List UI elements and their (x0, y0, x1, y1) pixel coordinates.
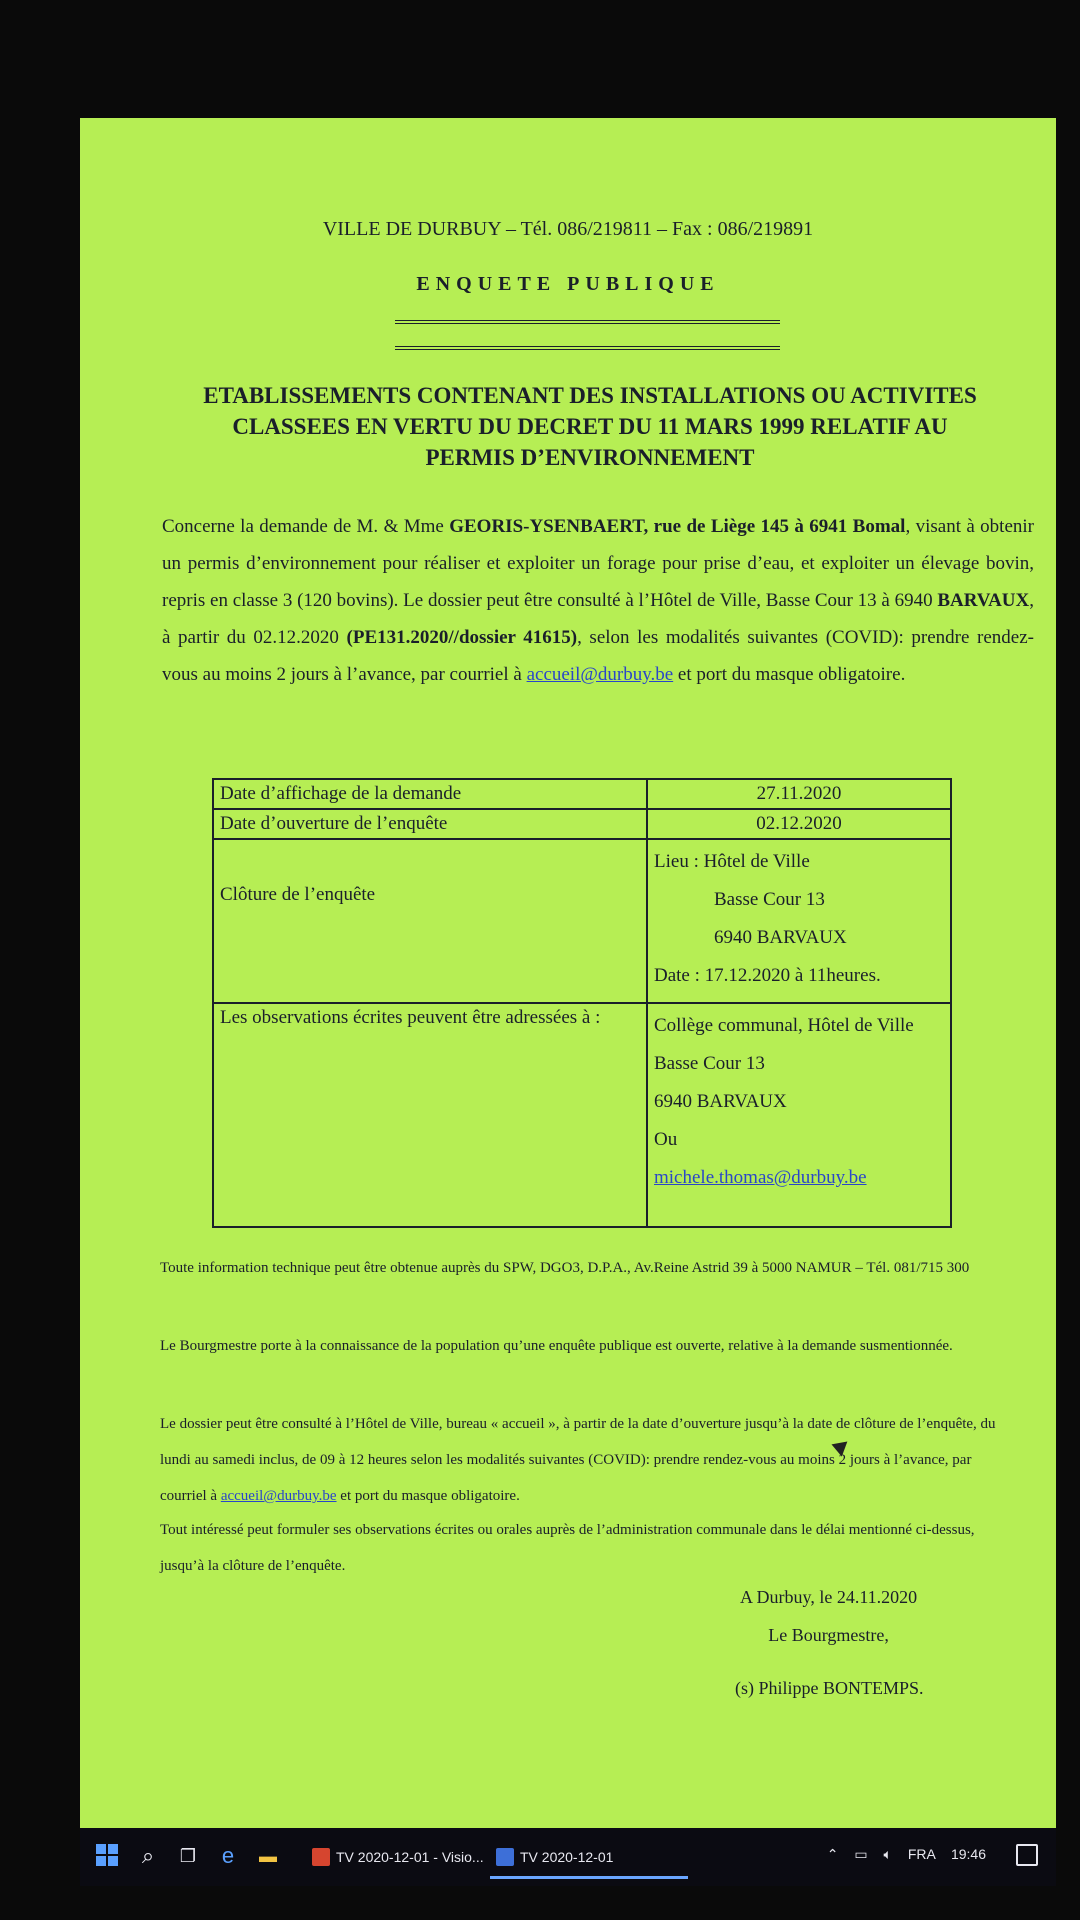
paragraph-text: et port du masque obligatoire. (336, 1488, 520, 1504)
signature-block (740, 1578, 917, 1654)
system-tray (815, 1846, 986, 1863)
cell-line: 6940 BARVAUX (714, 927, 847, 948)
email-link[interactable]: accueil@durbuy.be (526, 664, 674, 685)
word-icon (496, 1848, 514, 1866)
sign-name: (s) Philippe BONTEMPS. (735, 1678, 924, 1698)
cell-line: Ou (654, 1129, 678, 1150)
table-row (213, 809, 951, 839)
intro-text: Concerne la demande de M. & Mme (162, 516, 450, 537)
language-indicator[interactable]: FRA (907, 1846, 936, 1862)
app-label: TV 2020-12-01 - Visio... (336, 1849, 484, 1865)
tech-info: Toute information technique peut être obtenue auprès du SPW, DGO3, D.P.A., Av.Reine Astrid 39 à 5000 NAMUR – Tél. 081/715 300 (160, 1260, 970, 1276)
cell-line: 6940 BARVAUX (654, 1091, 787, 1112)
table-cell (647, 1003, 951, 1227)
table-cell: Les observations écrites peuvent être adressées à : (213, 1003, 647, 1227)
title-line: PERMIS D’ENVIRONNEMENT (425, 445, 755, 470)
battery-icon[interactable]: ▭ (854, 1846, 868, 1862)
double-rule (395, 320, 780, 350)
email-link[interactable]: michele.thomas@durbuy.be (654, 1167, 867, 1188)
cell-line: Lieu : Hôtel de Ville (654, 851, 810, 872)
subtitle: ENQUETE PUBLIQUE (416, 273, 720, 295)
intro-text: , selon les modalités suivantes (COVID): prendre rendez-vous au moins 2 jours à l’avance, par courriel à (162, 627, 1034, 685)
cell-line (654, 1159, 944, 1197)
paragraph: Tout intéressé peut formuler ses observations écrites ou orales auprès de l’administration communale dans le délai mentionné ci-dessus, jusqu’à la clôture de l’enquête. (160, 1522, 975, 1574)
cell-line: Date : 17.12.2020 à 11heures. (654, 965, 881, 986)
paragraph: Le Bourgmestre porte à la connaissance de la population qu’une enquête publique est ouverte, relative à la demande susmentionnée. (160, 1338, 953, 1354)
powerpoint-icon (312, 1848, 330, 1866)
clock[interactable]: 19:46 (950, 1846, 986, 1862)
intro-text: , visant à obtenir un permis d’environnement pour réaliser et exploiter un forage pour prise d’eau, et exploiter un élevage bovin, repris en classe 3 (120 bovins). Le dossier peut être consulté à l’Hôtel de Ville, Basse Cour 13 à 6940 (162, 516, 1034, 611)
intro-paragraph (162, 508, 1034, 693)
email-link[interactable]: accueil@durbuy.be (220, 1488, 337, 1504)
task-view-icon[interactable]: ❐ (179, 1846, 197, 1866)
table-cell: 02.12.2020 (647, 809, 951, 839)
dossier-ref: (PE131.2020//dossier 41615) (346, 627, 578, 648)
taskbar-app-powerpoint[interactable] (306, 1838, 504, 1876)
document-viewer (80, 118, 1056, 1828)
cell-line: Basse Cour 13 (654, 1053, 765, 1074)
edge-browser-icon[interactable]: e (221, 1843, 235, 1868)
table-cell (647, 839, 951, 1003)
app-label: TV 2020-12-01 (520, 1849, 614, 1865)
taskbar (80, 1828, 1056, 1886)
notification-icon[interactable] (1016, 1844, 1038, 1866)
paragraph (160, 1406, 1020, 1514)
intro-text: et port du masque obligatoire. (673, 664, 906, 685)
cell-line: Basse Cour 13 (714, 889, 825, 910)
table-row (213, 779, 951, 809)
info-table (212, 778, 952, 1228)
title-line: CLASSEES EN VERTU DU DECRET DU 11 MARS 1999 RELATIF AU (232, 414, 948, 439)
table-cell: 27.11.2020 (647, 779, 951, 809)
header-line: VILLE DE DURBUY – Tél. 086/219811 – Fax : 086/219891 (322, 218, 814, 240)
windows-start-icon[interactable] (96, 1844, 120, 1868)
cell-text: Clôture de l’enquête (220, 884, 376, 905)
paragraph-text: Le dossier peut être consulté à l’Hôtel de Ville, bureau « accueil », à partir de la date d’ouverture jusqu’à la date de clôture de l’enquête, du lundi au samedi inclus, de 09 à 12 heures selon les modalités suivantes (COVID): prendre rendez-vous au moins 2 jours à l’avance, par courriel à (160, 1416, 996, 1504)
table-cell: Date d’affichage de la demande (213, 779, 647, 809)
chevron-up-icon[interactable]: ⌃ (826, 1846, 839, 1862)
document-title (160, 380, 1020, 473)
intro-text: , à partir du 02.12.2020 (162, 590, 1034, 648)
sign-role: Le Bourgmestre, (768, 1625, 889, 1645)
file-explorer-icon[interactable]: ▬ (259, 1846, 277, 1866)
table-cell: Date d’ouverture de l’enquête (213, 809, 647, 839)
sign-place: A Durbuy, le 24.11.2020 (740, 1587, 918, 1607)
table-row (213, 1003, 951, 1227)
cell-line: Collège communal, Hôtel de Ville (654, 1015, 914, 1036)
applicant: GEORIS-YSENBAERT, rue de Liège 145 à 6941 Bomal (449, 516, 906, 537)
title-line: ETABLISSEMENTS CONTENANT DES INSTALLATIONS OU ACTIVITES (203, 383, 977, 408)
table-row (213, 839, 951, 1003)
table-cell (213, 839, 647, 1003)
town: BARVAUX (937, 590, 1030, 611)
volume-icon[interactable]: 🔈︎ (883, 1846, 892, 1862)
taskbar-app-word[interactable] (490, 1838, 688, 1879)
search-icon[interactable]: ⌕ (141, 1843, 155, 1868)
